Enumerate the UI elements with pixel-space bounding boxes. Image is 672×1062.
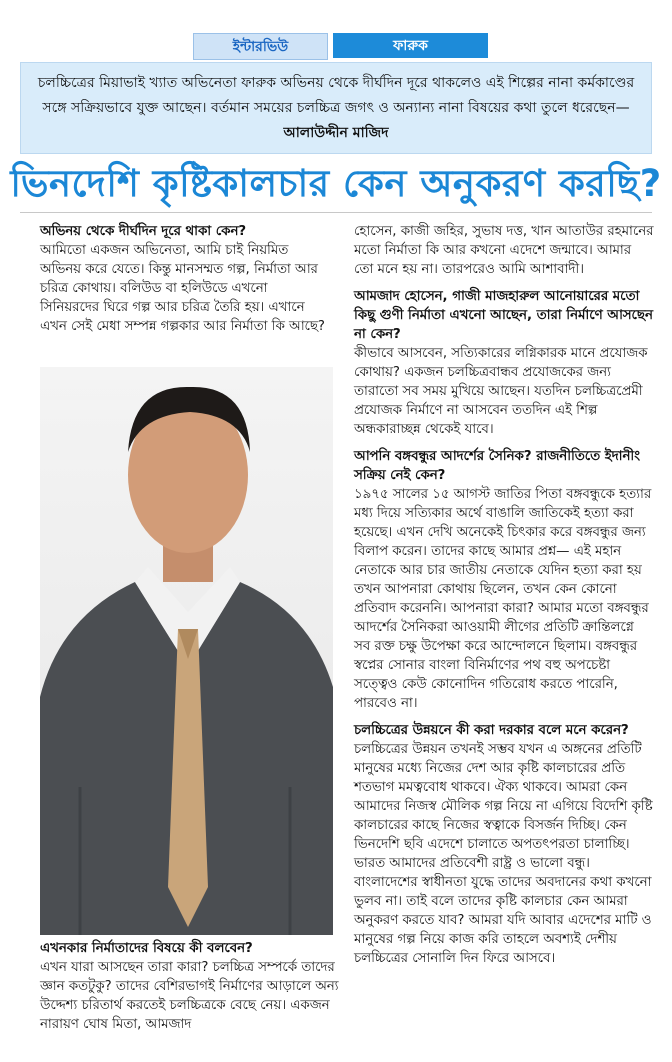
- answer-3: কীভাবে আসবেন, সত্যিকারের লগ্নিকারক মানে প্রযোজক কোথায়? একজন চলচ্চিত্রবান্ধব প্রযোজকের জন্য তারাতো সব সময় মুখিয়ে আছেন। যতদিন চলচ্চিত্রপ্রেমী প্রযোজক নির্মাণে না আসবেন ততদিন এই শিল্প অন্ধকারাচ্ছন্ন থেকেই যাবে।: [354, 346, 648, 437]
- right-column: [354, 222, 654, 968]
- headline: ভিনদেশি কৃষ্টিকালচার কেন অনুকরণ করছি?: [10, 162, 662, 205]
- question-4: আপনি বঙ্গবন্ধুর আদর্শের সৈনিক? রাজনীতিতে ইদানীং সক্রিয় নেই কেন?: [354, 449, 640, 483]
- portrait-photo: [40, 367, 333, 935]
- portrait-illustration: [40, 367, 333, 935]
- intro-box: [20, 62, 652, 154]
- left-column-bottom: [40, 939, 340, 1034]
- answer-1: আমিতো একজন অভিনেতা, আমি চাই নিয়মিত অভিনয় করে যেতে। কিন্তু মানসম্মত গল্প, নির্মাতা আর চরিত্র কোথায়। বলিউড বা হলিউডে এখনো সিনিয়রদের ঘিরে গল্প আর চরিত্র তৈরি হয়। এখানে এখন সেই মেধা সম্পন্ন গল্পকার আর নির্মাতা কি আছে?: [40, 243, 325, 334]
- question-1: অভিনয় থেকে দীর্ঘদিন দূরে থাকা কেন?: [40, 224, 247, 239]
- question-2: এখনকার নির্মাতাদের বিষয়ে কী বলবেন?: [40, 941, 253, 956]
- intro-text: চলচ্চিত্রের মিয়াভাই খ্যাত অভিনেতা ফারুক অভিনয় থেকে দীর্ঘদিন দূরে থাকলেও এই শিল্পের নানা কর্মকাণ্ডের সঙ্গে সক্রিয়ভাবে যুক্ত আছেন। বর্তমান সময়ের চলচ্চিত্র জগৎ ও অন্যান্য নানা বিষয়ের কথা তুলে ধরেছেন—: [37, 75, 635, 116]
- answer-2-continued: হোসেন, কাজী জহির, সুভাষ দত্ত, খান আতাউর রহমানের মতো নির্মাতা কি আর কখনো এদেশে জন্মাবে। আমার তো মনে হয় না। তারপরেও আমি আশাবাদী।: [354, 224, 654, 277]
- answer-4: ১৯৭৫ সালের ১৫ আগস্ট জাতির পিতা বঙ্গবন্ধুকে হত্যার মধ্য দিয়ে সত্যিকার অর্থে বাঙালি জাতিকেই হত্যা করা হয়েছে। এখন দেখি অনেকেই চিৎকার করে বঙ্গবন্ধুর জন্য বিলাপ করেন। তাদের কাছে আমার প্রশ্ন— এই মহান নেতাকে আর চার জাতীয় নেতাকে যেদিন হত্যা করা হয় তখন আপনারা কোথায় ছিলেন, তখন কেন কোনো প্রতিবাদ করেননি। আপনারা কারা? আমার মতো বঙ্গবন্ধুর আদর্শের সৈনিকরা আওয়ামী লীগের প্রতিটি ক্রান্তিলগ্নে সব রক্ত চক্ষু উপেক্ষা করে আন্দোলনে ছিলাম। বঙ্গবন্ধুর স্বপ্নের সোনার বাংলা বিনির্মাণের পথ বহু অপচেষ্টা সত্ত্বেও কেউ কোনোদিন গতিরোধ করতে পারেনি, পারবেও না।: [354, 487, 652, 711]
- left-column-top: [40, 222, 330, 336]
- person-tag: ফারুক: [333, 33, 488, 58]
- question-5: চলচ্চিত্রের উন্নয়নে কী করা দরকার বলে মনে করেন?: [354, 723, 629, 738]
- answer-5: চলচ্চিত্রের উন্নয়ন তখনই সম্ভব যখন এ অঙ্গনের প্রতিটি মানুষের মধ্যে নিজের দেশ আর কৃষ্টি কালচারের প্রতি শতভাগ মমত্ববোধ থাকবে। ঐক্য থাকবে। আমরা কেন আমাদের নিজস্ব মৌলিক গল্প নিয়ে না এগিয়ে বিদেশি কৃষ্টি কালচারের কাছে নিজের স্বত্বাকে বিসর্জন দিচ্ছি। কেন ভিনদেশি ছবি এদেশে চালাতে অপতৎপরতা চালাচ্ছি। ভারত আমাদের প্রতিবেশী রাষ্ট্র ও ভালো বন্ধু। বাংলাদেশের স্বাধীনতা যুদ্ধে তাদের অবদানের কথা কখনো ভুলব না। তাই বলে তাদের কৃষ্টি কালচার কেন আমরা অনুকরণ করতে যাব? আমরা যদি আবার এদেশের মাটি ও মানুষের গল্প নিয়ে কাজ করি তাহলে অবশ্যই দেশীয় চলচ্চিত্রের সোনালি দিন ফিরে আসবে।: [354, 742, 653, 966]
- section-tag: ইন্টারভিউ: [193, 33, 328, 60]
- question-3: আমজাদ হোসেন, গাজী মাজহারুল আনোয়ারের মতো কিছু গুণী নির্মাতা এখনো আছেন, তারা নির্মাণে আসছেন না কেন?: [354, 289, 653, 342]
- divider: [20, 212, 652, 213]
- byline: আলাউদ্দীন মাজিদ: [283, 125, 389, 141]
- answer-2: এখন যারা আসছেন তারা কারা? চলচ্চিত্র সম্পর্কে তাদের জ্ঞান কতটুকু? তাদের বেশিরভাগই নির্মাণের আড়ালে অন্য উদ্দেশ্য চরিতার্থ করতেই চলচ্চিত্রকে বেছে নেয়। একজন নারায়ণ ঘোষ মিতা, আমজাদ: [40, 960, 339, 1032]
